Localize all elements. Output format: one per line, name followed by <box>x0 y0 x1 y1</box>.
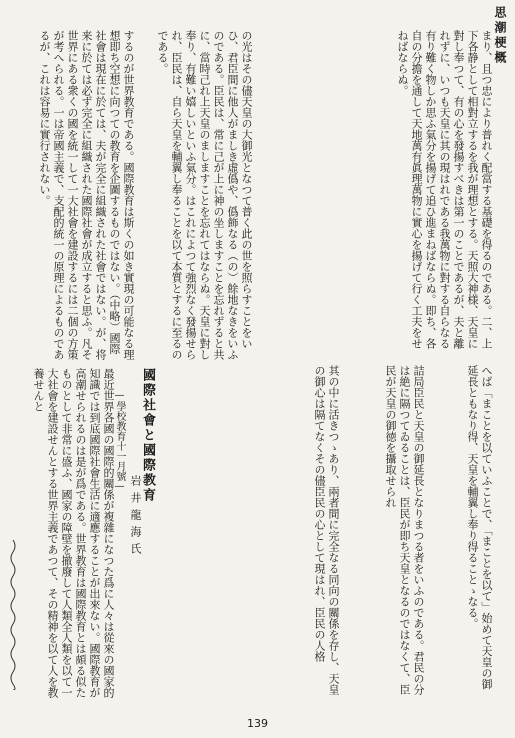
text-column-1 <box>253 30 493 358</box>
article-title: 國際社會と國際教育 <box>140 368 155 503</box>
paragraph: 最近世界各國の國際的關係が複雜になつた爲に人々は從來の國家的知識では到底國際社會生活に適應することが出來ない。國際教育が高潮せられるのは是が爲である。世界教育は國際教育とは頗る似たものとして非常に盛ふ、國家の障壁を撤廢して人類全人類を以て一大社會を建設せんとする世界主義であつて、その精神を以て人を教養せんと <box>32 368 115 698</box>
paragraph: まり、且つ忠により普れく配當する基礎を得るのである。二、上下各静として相對立するを我が理想とする。天照大神様、天皇に對し奉つて、有の心を發揚すべきは第一のことであるが、夫と離れずに、いつも天皇に其の現はれである我萬物に對する自らなる有り難く物しか思ふ氣分を揚げて追ひ進まねばならぬ。即ち、各自の分擔を通して天地萬有眞理萬物に實心を揚げて行く工夫をせねばならぬ。 <box>396 30 493 349</box>
text-column-2 <box>141 30 253 360</box>
paragraph: 其の中に活きつゝあり、兩者間に完全なる同向の關係を存し、天皇の御心は隔てなくその儘臣民の心として現はれ、臣民の人格 <box>313 365 340 695</box>
text-column-3 <box>7 30 135 360</box>
text-column-4 <box>433 365 493 695</box>
paragraph: するのが世界教育である。國際教育は斯くの如き實現の可能なる理想即ち空想に向つての教育を企圖するものではない。（中略）國際社會は現在に於ては、夫が完全に組織された社會ではない。が、将来に於ては必ず完全に組織された國際社會が成立すると思ふ。凡そ世界にある衆くの國を統一して一大社會を建設するには二個の方策が考へられる。一は帝國主義で、支配的統一の原理によるものであるが、これは容易に實行されない。 <box>38 30 135 360</box>
text-column-6 <box>175 365 340 695</box>
paragraph: の光はその儘天皇の大御光となつて普く此の世を照らすことをいひ、君臣間に他人がましき虛僞や、僞飾なる（の）餘地なきをいふのである。臣民は、常に己が上に神の坐しますことを忘れずると共に、當時己れ上天皇のましますことを忘れてはならぬ。天皇に對し奉り、有難い嬉しいといふ氣分。はこれによつて強烈なく發揚せられ、臣民は、自ら天皇を輔翼し奉ることを以て本質とするに至るのである。 <box>156 30 253 360</box>
paragraph: へば「まことを以ていふことで、「まことを以て」始めて天皇の御延長ともなり得、天皇を輔翼し奉り得ることゝなる。 <box>466 365 493 690</box>
wavy-divider <box>8 540 18 690</box>
article-author: 岩井龍海氏 <box>129 475 142 560</box>
running-header: 思潮梗概 <box>493 6 507 66</box>
page-number: 139 <box>247 717 268 730</box>
article-body <box>5 368 115 698</box>
article-source: —學校教育十一月號— <box>114 390 125 492</box>
paragraph: 詰局臣民と天皇の御延長となりまつる者をいふのである。君民の分は絶に隔つてゐることは、臣民が即ち天皇となるのではなくて、臣民が天皇の御徳を攝取せられ <box>384 365 425 695</box>
text-column-5 <box>357 365 425 695</box>
